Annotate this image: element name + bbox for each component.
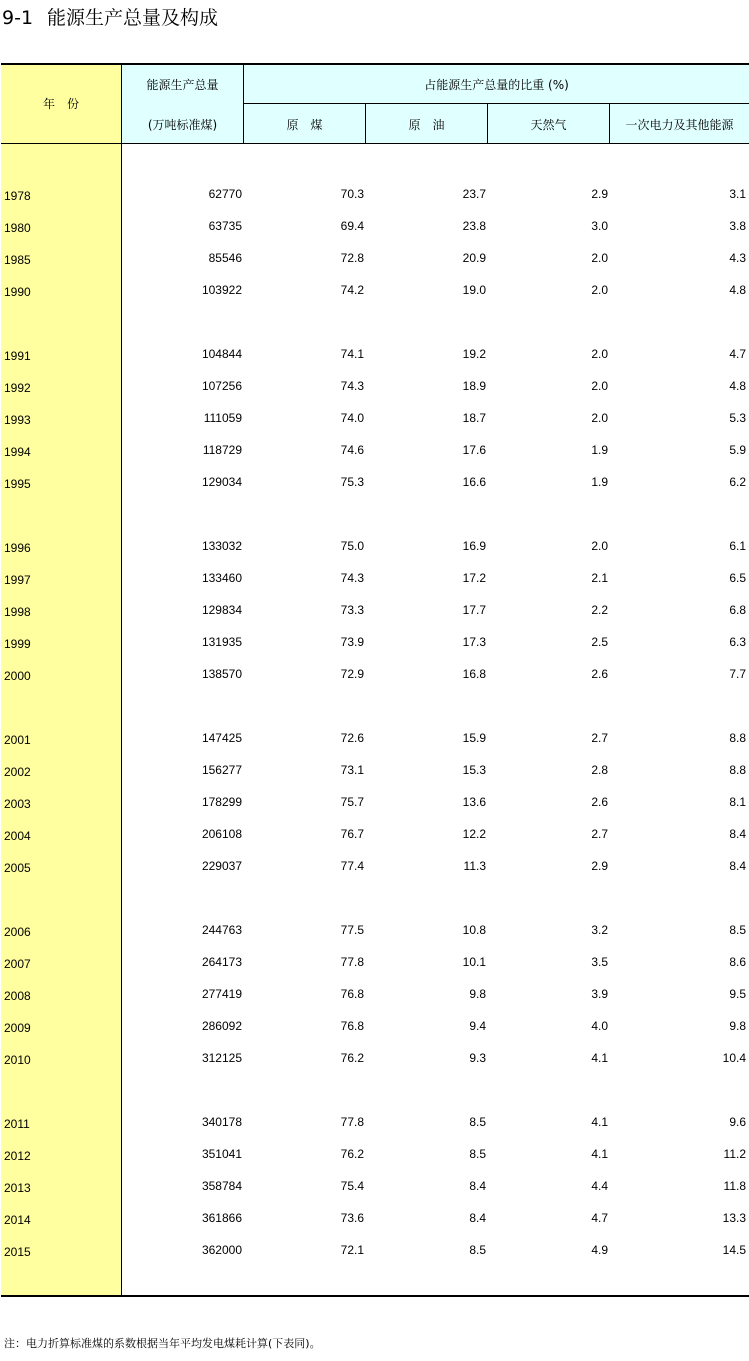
cell-gas: 2.6 (591, 667, 608, 681)
cell-year: 1990 (4, 285, 31, 299)
cell-gas: 4.7 (591, 1211, 608, 1225)
cell-coal: 72.6 (340, 731, 364, 745)
cell-oil: 15.9 (462, 731, 486, 745)
cell-coal: 75.3 (340, 475, 364, 489)
cell-year: 1980 (4, 221, 31, 235)
cell-coal: 73.6 (340, 1211, 364, 1225)
cell-oil: 12.2 (462, 827, 486, 841)
cell-gas: 2.5 (591, 635, 608, 649)
cell-coal: 77.5 (340, 923, 364, 937)
cell-coal: 74.1 (340, 347, 364, 361)
cell-coal: 75.7 (340, 795, 364, 809)
cell-gas: 3.0 (591, 219, 608, 233)
cell-elec: 9.6 (729, 1115, 746, 1129)
cell-year: 1997 (4, 573, 31, 587)
cell-oil: 10.1 (462, 955, 486, 969)
cell-total: 351041 (201, 1147, 242, 1161)
cell-total: 178299 (201, 795, 242, 809)
cell-elec: 11.2 (723, 1147, 746, 1161)
cell-total: 138570 (201, 667, 242, 681)
cell-coal: 76.8 (340, 1019, 364, 1033)
cell-total: 229037 (201, 859, 242, 873)
cell-elec: 6.8 (729, 603, 746, 617)
cell-year: 1985 (4, 253, 31, 267)
cell-coal: 74.6 (340, 443, 364, 457)
header-coal: 原 煤 (286, 118, 323, 132)
cell-gas: 2.0 (591, 283, 608, 297)
cell-gas: 2.2 (591, 603, 608, 617)
cell-elec: 4.8 (729, 283, 746, 297)
cell-total: 104844 (201, 347, 242, 361)
cell-year: 1993 (4, 413, 31, 427)
cell-gas: 1.9 (591, 475, 608, 489)
cell-year: 2004 (4, 829, 31, 843)
page-title (2, 4, 218, 32)
cell-oil: 9.8 (469, 987, 486, 1001)
cell-year: 1995 (4, 477, 31, 491)
cell-elec: 4.7 (729, 347, 746, 361)
cell-oil: 23.7 (462, 187, 486, 201)
cell-year: 2002 (4, 765, 31, 779)
cell-gas: 4.9 (591, 1243, 608, 1257)
cell-total: 147425 (201, 731, 242, 745)
cell-total: 277419 (201, 987, 242, 1001)
cell-oil: 19.0 (462, 283, 486, 297)
header-gas: 天然气 (530, 118, 567, 132)
cell-year: 2013 (4, 1181, 31, 1195)
cell-elec: 5.3 (729, 411, 746, 425)
cell-oil: 8.5 (469, 1115, 486, 1129)
cell-total: 131935 (201, 635, 242, 649)
cell-gas: 4.1 (591, 1147, 608, 1161)
cell-gas: 2.6 (591, 795, 608, 809)
cell-year: 2011 (4, 1117, 30, 1131)
cell-elec: 4.8 (729, 379, 746, 393)
cell-elec: 5.9 (729, 443, 746, 457)
cell-gas: 2.7 (591, 827, 608, 841)
cell-year: 2015 (4, 1245, 31, 1259)
cell-elec: 8.8 (729, 731, 746, 745)
cell-oil: 8.5 (469, 1243, 486, 1257)
cell-total: 111059 (203, 411, 242, 425)
cell-coal: 69.4 (340, 219, 364, 233)
cell-gas: 2.9 (591, 859, 608, 873)
cell-total: 264173 (201, 955, 242, 969)
cell-coal: 73.3 (340, 603, 364, 617)
cell-oil: 13.6 (462, 795, 486, 809)
cell-year: 1994 (4, 445, 31, 459)
cell-oil: 8.5 (469, 1147, 486, 1161)
cell-gas: 4.1 (591, 1051, 608, 1065)
cell-total: 286092 (201, 1019, 242, 1033)
cell-total: 62770 (208, 187, 242, 201)
cell-elec: 6.3 (729, 635, 746, 649)
cell-oil: 15.3 (462, 763, 486, 777)
cell-oil: 16.8 (462, 667, 486, 681)
cell-gas: 1.9 (591, 443, 608, 457)
cell-elec: 9.5 (729, 987, 746, 1001)
cell-gas: 2.0 (591, 539, 608, 553)
cell-elec: 8.5 (729, 923, 746, 937)
cell-total: 129834 (201, 603, 242, 617)
cell-total: 156277 (201, 763, 242, 777)
cell-elec: 6.1 (729, 539, 746, 553)
cell-year: 2003 (4, 797, 31, 811)
cell-coal: 76.2 (340, 1051, 364, 1065)
bottom-rule (1, 1295, 749, 1297)
cell-year: 2000 (4, 669, 31, 683)
cell-coal: 77.4 (340, 859, 364, 873)
cell-gas: 2.9 (591, 187, 608, 201)
cell-gas: 3.2 (591, 923, 608, 937)
cell-elec: 11.8 (723, 1179, 746, 1193)
cell-oil: 23.8 (462, 219, 486, 233)
cell-coal: 74.0 (340, 411, 364, 425)
cell-elec: 9.8 (729, 1019, 746, 1033)
cell-coal: 75.4 (340, 1179, 364, 1193)
cell-oil: 10.8 (462, 923, 486, 937)
table-number: 9-1 (2, 7, 34, 29)
top-rule (1, 63, 749, 65)
cell-coal: 76.2 (340, 1147, 364, 1161)
cell-year: 1992 (4, 381, 31, 395)
cell-coal: 72.8 (340, 251, 364, 265)
cell-oil: 18.9 (462, 379, 486, 393)
cell-gas: 2.0 (591, 379, 608, 393)
cell-elec: 6.2 (729, 475, 746, 489)
cell-year: 2010 (4, 1053, 31, 1067)
cell-total: 129034 (201, 475, 242, 489)
cell-oil: 20.9 (462, 251, 486, 265)
cell-year: 1991 (4, 349, 31, 363)
cell-total: 85546 (208, 251, 242, 265)
cell-coal: 77.8 (340, 1115, 364, 1129)
cell-oil: 16.6 (462, 475, 486, 489)
cell-year: 2008 (4, 989, 31, 1003)
cell-year: 2009 (4, 1021, 31, 1035)
cell-year: 2007 (4, 957, 31, 971)
cell-elec: 7.7 (729, 667, 746, 681)
header-oil: 原 油 (408, 118, 445, 132)
cell-total: 63735 (208, 219, 242, 233)
cell-gas: 3.5 (591, 955, 608, 969)
cell-coal: 75.0 (340, 539, 364, 553)
cell-oil: 8.4 (469, 1211, 486, 1225)
share-group-rule (244, 103, 749, 104)
cell-total: 358784 (201, 1179, 242, 1193)
cell-coal: 77.8 (340, 955, 364, 969)
cell-year: 1996 (4, 541, 31, 555)
cell-gas: 2.7 (591, 731, 608, 745)
cell-oil: 8.4 (469, 1179, 486, 1193)
cell-total: 103922 (201, 283, 242, 297)
cell-coal: 70.3 (340, 187, 364, 201)
cell-oil: 9.3 (469, 1051, 486, 1065)
cell-oil: 19.2 (462, 347, 486, 361)
cell-elec: 8.4 (729, 827, 746, 841)
cell-year: 2012 (4, 1149, 31, 1163)
header-total-line1: 能源生产总量 (146, 78, 219, 92)
cell-total: 133032 (201, 539, 242, 553)
cell-elec: 8.1 (729, 795, 746, 809)
cell-gas: 3.9 (591, 987, 608, 1001)
cell-gas: 2.0 (591, 347, 608, 361)
cell-year: 2014 (4, 1213, 31, 1227)
cell-elec: 3.1 (729, 187, 746, 201)
cell-total: 244763 (201, 923, 242, 937)
cell-gas: 4.4 (591, 1179, 608, 1193)
header-total-line2: (万吨标准煤) (147, 118, 218, 132)
cell-coal: 72.1 (340, 1243, 364, 1257)
cell-total: 362000 (201, 1243, 242, 1257)
cell-oil: 17.2 (462, 571, 486, 585)
cell-coal: 76.8 (340, 987, 364, 1001)
cell-oil: 11.3 (463, 859, 486, 873)
cell-gas: 4.1 (591, 1115, 608, 1129)
footnote: 注：电力折算标准煤的系数根据当年平均发电煤耗计算(下表同)。 (4, 1337, 321, 1350)
table-title: 能源生产总量及构成 (47, 7, 219, 29)
header-year: 年 份 (42, 97, 79, 111)
cell-gas: 2.0 (591, 411, 608, 425)
cell-year: 1998 (4, 605, 31, 619)
cell-year: 1999 (4, 637, 31, 651)
cell-total: 340178 (201, 1115, 242, 1129)
cell-elec: 6.5 (729, 571, 746, 585)
cell-elec: 3.8 (729, 219, 746, 233)
cell-gas: 2.1 (591, 571, 608, 585)
cell-oil: 17.3 (462, 635, 486, 649)
header-share-group: 占能源生产总量的比重 (%) (424, 78, 569, 92)
cell-gas: 2.8 (591, 763, 608, 777)
cell-elec: 8.8 (729, 763, 746, 777)
cell-oil: 17.7 (462, 603, 486, 617)
cell-year: 2005 (4, 861, 31, 875)
cell-elec: 8.4 (729, 859, 746, 873)
cell-total: 133460 (201, 571, 242, 585)
cell-coal: 74.3 (340, 571, 364, 585)
cell-elec: 13.3 (722, 1211, 746, 1225)
cell-total: 361866 (201, 1211, 242, 1225)
cell-elec: 4.3 (729, 251, 746, 265)
cell-coal: 76.7 (340, 827, 364, 841)
cell-coal: 72.9 (340, 667, 364, 681)
cell-coal: 74.3 (340, 379, 364, 393)
cell-year: 2001 (4, 733, 31, 747)
cell-elec: 8.6 (729, 955, 746, 969)
cell-oil: 18.7 (462, 411, 486, 425)
cell-year: 1978 (4, 189, 31, 203)
cell-total: 107256 (201, 379, 242, 393)
header-bottom-rule (1, 143, 749, 144)
cell-elec: 10.4 (722, 1051, 746, 1065)
cell-elec: 14.5 (722, 1243, 746, 1257)
cell-gas: 2.0 (591, 251, 608, 265)
cell-year: 2006 (4, 925, 31, 939)
cell-total: 312125 (201, 1051, 242, 1065)
header-elec: 一次电力及其他能源 (625, 118, 734, 132)
cell-coal: 73.1 (340, 763, 364, 777)
cell-oil: 16.9 (462, 539, 486, 553)
cell-oil: 17.6 (462, 443, 486, 457)
cell-total: 118729 (202, 443, 242, 457)
cell-total: 206108 (201, 827, 242, 841)
cell-oil: 9.4 (469, 1019, 486, 1033)
cell-gas: 4.0 (591, 1019, 608, 1033)
cell-coal: 74.2 (340, 283, 364, 297)
cell-coal: 73.9 (340, 635, 364, 649)
